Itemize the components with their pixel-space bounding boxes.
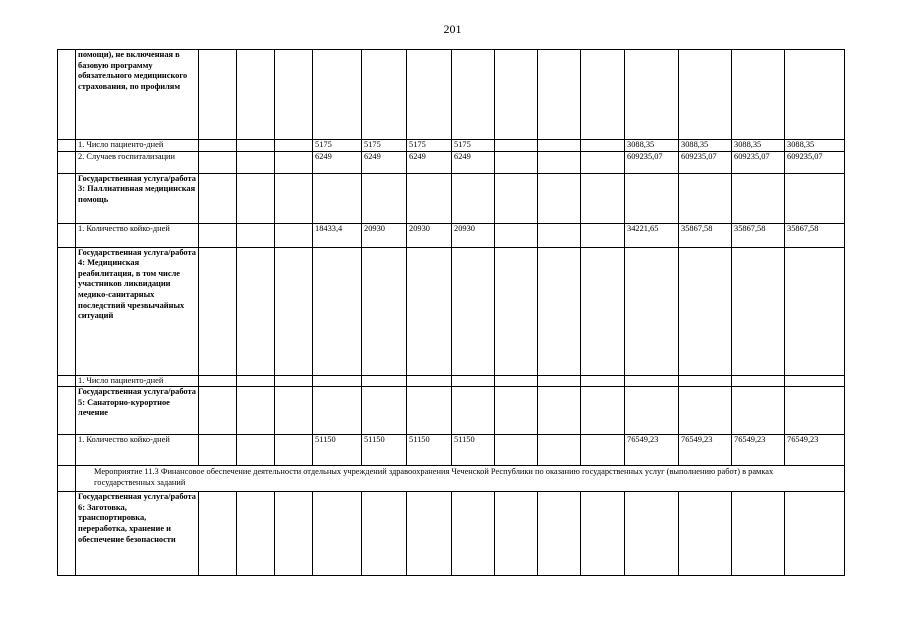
table-cell [313, 50, 362, 140]
table-cell: 6249 [407, 151, 452, 173]
data-table [57, 49, 845, 576]
table-cell [785, 375, 845, 387]
table-cell [199, 375, 237, 387]
table-cell [199, 173, 237, 223]
table-cell: 6249 [362, 151, 407, 173]
table-cell [362, 387, 407, 435]
table-cell [495, 140, 538, 152]
table-cell [581, 173, 625, 223]
table-cell: 3088,35 [679, 140, 732, 152]
table-cell [732, 173, 785, 223]
table-cell [237, 151, 275, 173]
table-cell [625, 50, 679, 140]
table-cell: 76549,23 [625, 435, 679, 466]
table-cell: 6249 [313, 151, 362, 173]
row-label: 1. Количество койко-дней [76, 223, 199, 247]
table-row [58, 247, 845, 375]
table-cell: 5175 [407, 140, 452, 152]
table-cell [237, 387, 275, 435]
table-cell [275, 223, 313, 247]
table-cell: 51150 [407, 435, 452, 466]
table-cell [679, 247, 732, 375]
row-label: 1. Число пациенто-дней [76, 375, 199, 387]
table-cell [275, 151, 313, 173]
table-cell: 18433,4 [313, 223, 362, 247]
table-cell [313, 173, 362, 223]
table-cell [199, 247, 237, 375]
table-cell [495, 247, 538, 375]
table-cell [495, 173, 538, 223]
table-cell [237, 247, 275, 375]
table-cell: 34221,65 [625, 223, 679, 247]
table-cell [407, 387, 452, 435]
table-cell [732, 387, 785, 435]
table-cell-index [58, 492, 76, 576]
table-cell-index [58, 173, 76, 223]
row-label: Государственная услуга/работа 6: Заготовка, транспортировка, переработка, хранение и обеспечение безопасности [76, 492, 199, 576]
table-cell [538, 435, 581, 466]
table-cell [237, 375, 275, 387]
table-cell [362, 492, 407, 576]
page-number: 201 [443, 22, 462, 36]
table-row [58, 387, 845, 435]
table-cell [785, 492, 845, 576]
table-cell: 3088,35 [732, 140, 785, 152]
table-cell [495, 387, 538, 435]
table-cell: 76549,23 [732, 435, 785, 466]
table-cell [732, 492, 785, 576]
table-cell-index [58, 50, 76, 140]
table-cell: 3088,35 [625, 140, 679, 152]
table-cell [732, 50, 785, 140]
table-cell [785, 50, 845, 140]
row-label: Государственная услуга/работа 4: Медицинская реабилитация, в том числе участников ликвидации медико-санитарных последствий чрезвычайных ситуаций [76, 247, 199, 375]
row-label: 1. Количество койко-дней [76, 435, 199, 466]
table-cell [313, 492, 362, 576]
table-cell [495, 375, 538, 387]
table-cell: 609235,07 [679, 151, 732, 173]
table-cell [237, 173, 275, 223]
table-cell [452, 387, 495, 435]
table-cell [237, 435, 275, 466]
table-row [58, 151, 845, 173]
table-cell [452, 173, 495, 223]
table-cell [538, 247, 581, 375]
table-cell [237, 492, 275, 576]
table-cell: 51150 [362, 435, 407, 466]
table-cell [538, 387, 581, 435]
table-body [58, 50, 845, 576]
merged-cell: Мероприятие 11.3 Финансовое обеспечение деятельности отдельных учреждений здравоохранения Чеченской Республики по оказанию государственных услуг (выполнению работ) в рамках государственных заданий [76, 466, 845, 492]
table-cell [679, 375, 732, 387]
row-label: 1. Число пациенто-дней [76, 140, 199, 152]
table-cell: 20930 [452, 223, 495, 247]
table-cell: 609235,07 [732, 151, 785, 173]
table-row [58, 173, 845, 223]
table-cell [199, 151, 237, 173]
row-label: Государственная услуга/работа 5: Санаторно-курортное лечение [76, 387, 199, 435]
table-cell [495, 435, 538, 466]
table-cell [538, 151, 581, 173]
table-cell [407, 173, 452, 223]
table-cell [581, 223, 625, 247]
table-cell [625, 375, 679, 387]
table-cell [581, 140, 625, 152]
table-cell [362, 173, 407, 223]
table-cell [581, 492, 625, 576]
table-cell [452, 247, 495, 375]
table-cell [581, 387, 625, 435]
table-cell [313, 387, 362, 435]
table-cell [199, 50, 237, 140]
table-cell: 5175 [362, 140, 407, 152]
row-label: 2. Случаев госпитализации [76, 151, 199, 173]
table-cell [237, 223, 275, 247]
table-cell [785, 247, 845, 375]
table-cell [275, 375, 313, 387]
table-cell [679, 173, 732, 223]
table-cell [275, 140, 313, 152]
table-cell [679, 50, 732, 140]
table-cell [679, 492, 732, 576]
table-cell [275, 492, 313, 576]
table-cell [237, 50, 275, 140]
table-cell [275, 387, 313, 435]
row-label: помощи), не включенная в базовую программу обязательного медицинского страхования, по профилям [76, 50, 199, 140]
table-cell [452, 50, 495, 140]
table-row [58, 466, 845, 492]
table-cell [199, 140, 237, 152]
table-cell [407, 375, 452, 387]
table-cell [199, 435, 237, 466]
table-cell: 5175 [452, 140, 495, 152]
table-cell [538, 492, 581, 576]
table-cell: 3088,35 [785, 140, 845, 152]
table-cell: 51150 [452, 435, 495, 466]
table-row [58, 223, 845, 247]
table-cell-index [58, 247, 76, 375]
table-cell: 51150 [313, 435, 362, 466]
table-cell [275, 247, 313, 375]
table-row [58, 140, 845, 152]
table-row [58, 375, 845, 387]
table-cell [581, 375, 625, 387]
table-cell: 20930 [407, 223, 452, 247]
table-cell: 20930 [362, 223, 407, 247]
table-cell: 35867,58 [732, 223, 785, 247]
table-cell [362, 50, 407, 140]
table-cell [538, 50, 581, 140]
table-cell-index [58, 223, 76, 247]
table-cell [495, 492, 538, 576]
table-cell-index [58, 151, 76, 173]
table-cell [785, 387, 845, 435]
table-cell [495, 223, 538, 247]
table-cell [275, 50, 313, 140]
table-cell [625, 492, 679, 576]
table-cell [538, 375, 581, 387]
table-cell: 35867,58 [785, 223, 845, 247]
table-cell [625, 247, 679, 375]
table-cell [362, 247, 407, 375]
table-cell [538, 173, 581, 223]
table-cell [732, 247, 785, 375]
table-cell [407, 50, 452, 140]
table-cell [495, 151, 538, 173]
table-cell-index [58, 375, 76, 387]
table-row [58, 50, 845, 140]
table-cell [275, 435, 313, 466]
table-cell: 6249 [452, 151, 495, 173]
table-cell: 609235,07 [625, 151, 679, 173]
table-cell [199, 492, 237, 576]
table-cell [625, 387, 679, 435]
table-row [58, 492, 845, 576]
table-cell [732, 375, 785, 387]
table-cell: 35867,58 [679, 223, 732, 247]
table-cell [452, 375, 495, 387]
table-cell [581, 151, 625, 173]
table-cell [495, 50, 538, 140]
table-cell [199, 387, 237, 435]
table-cell [199, 223, 237, 247]
table-cell [407, 247, 452, 375]
table-cell: 5175 [313, 140, 362, 152]
table-row [58, 435, 845, 466]
table-cell [313, 247, 362, 375]
table-cell [538, 223, 581, 247]
table-cell [407, 492, 452, 576]
table-cell [785, 173, 845, 223]
table-cell [581, 50, 625, 140]
table-cell-index [58, 466, 76, 492]
table-cell [581, 247, 625, 375]
table-cell-index [58, 140, 76, 152]
table-cell [538, 140, 581, 152]
table-cell [452, 492, 495, 576]
table-cell: 76549,23 [679, 435, 732, 466]
table-cell [313, 375, 362, 387]
table-cell [581, 435, 625, 466]
table-cell-index [58, 435, 76, 466]
table-cell: 76549,23 [785, 435, 845, 466]
table-cell: 609235,07 [785, 151, 845, 173]
row-label: Государственная услуга/работа 3: Паллиативная медицинская помощь [76, 173, 199, 223]
table-cell-index [58, 387, 76, 435]
table-cell [362, 375, 407, 387]
table-cell [275, 173, 313, 223]
table-cell [237, 140, 275, 152]
table-cell [679, 387, 732, 435]
table-cell [625, 173, 679, 223]
